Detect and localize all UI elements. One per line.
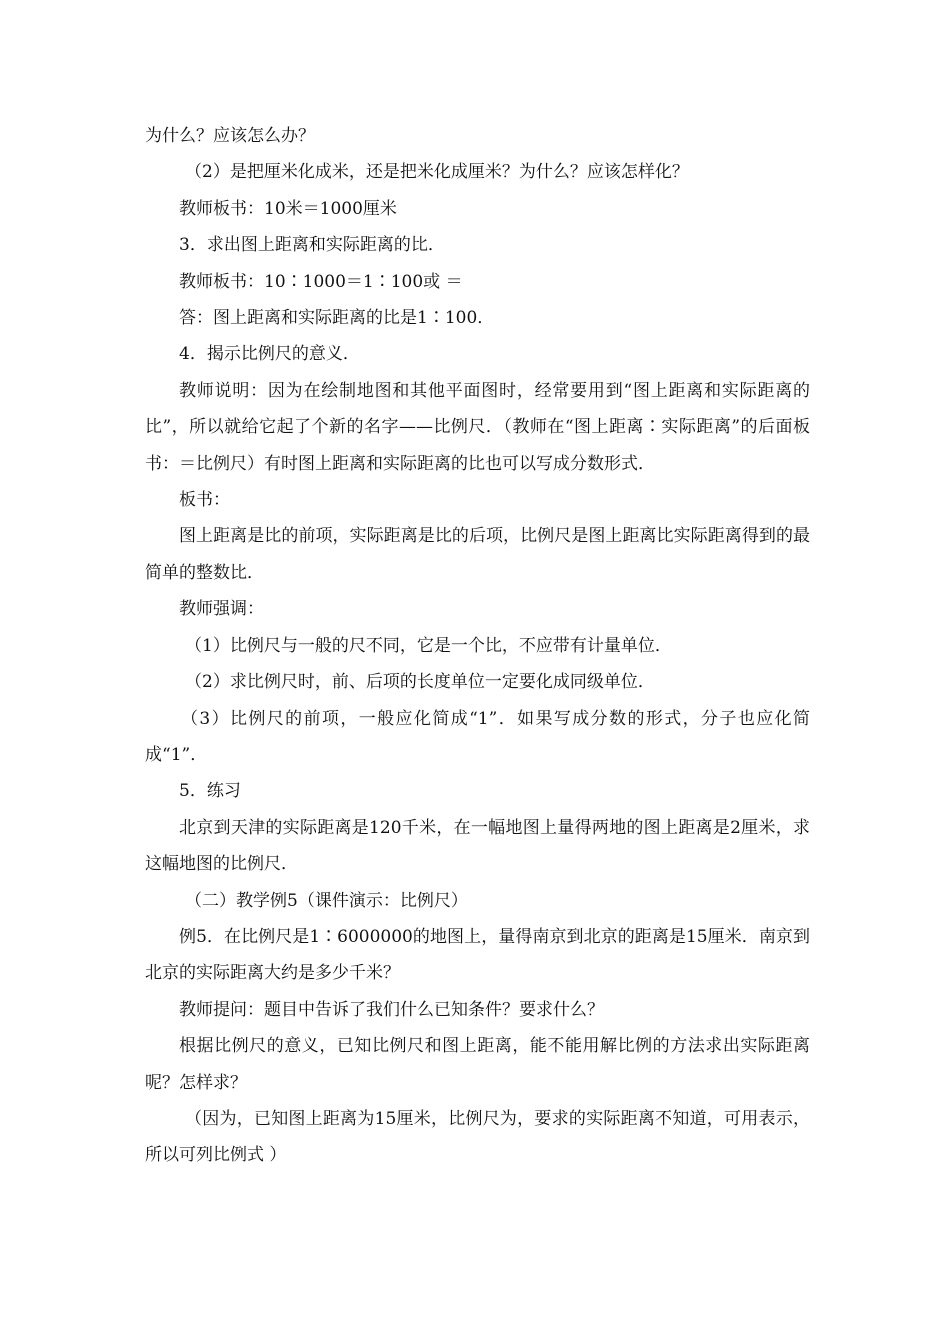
paragraph-20: 根据比例尺的意义，已知比例尺和图上距离，能不能用解比例的方法求出实际距离呢？怎样求？ (145, 1036, 810, 1093)
paragraph-4: 3．求出图上距离和实际距离的比． (179, 235, 445, 256)
paragraph-2: （2）是把厘米化成米，还是把米化成厘米？为什么？应该怎样化？ (185, 162, 689, 183)
paragraph-16: 北京到天津的实际距离是120千米，在一幅地图上量得两地的图上距离是2厘米，求这幅地图的比例尺． (145, 817, 810, 875)
paragraph-6: 答：图上距离和实际距离的比是1∶100． (179, 308, 495, 329)
paragraph-10: 图上距离是比的前项，实际距离是比的后项，比例尺是图上距离比实际距离得到的最简单的整数比． (145, 526, 810, 583)
paragraph-12: （1）比例尺与一般的尺不同，它是一个比，不应带有计量单位． (185, 635, 672, 656)
paragraph-14: （3）比例尺的前项，一般应化简成“1”．如果写成分数的形式，分子也应化简成“1”． (145, 708, 810, 765)
paragraph-17: （二）教学例5（课件演示：比例尺） (185, 890, 468, 911)
paragraph-19: 教师提问：题目中告诉了我们什么已知条件？要求什么？ (179, 999, 604, 1020)
paragraph-13: （2）求比例尺时，前、后项的长度单位一定要化成同级单位． (185, 672, 655, 693)
paragraph-7: 4．揭示比例尺的意义． (179, 344, 360, 365)
paragraph-15: 5．练习 (179, 781, 241, 802)
paragraph-18: 例5．在比例尺是1∶6000000的地图上，量得南京到北京的距离是15厘米．南京到北京的实际距离大约是多少千米？ (145, 926, 810, 984)
paragraph-21: （因为，已知图上距离为15厘米，比例尺为，要求的实际距离不知道，可用表示，所以可列比例式 ） (145, 1108, 810, 1166)
paragraph-1: 为什么？应该怎么办？ (145, 126, 315, 146)
paragraph-8: 教师说明：因为在绘制地图和其他平面图时，经常要用到“图上距离和实际距离的比”，所以就给它起了个新的名字——比例尺．（教师在“图上距离∶实际距离”的后面板书：＝比例尺）有时图上距离和实际距离的比也可以写成分数形式． (145, 380, 810, 474)
document-body (145, 118, 810, 1174)
paragraph-11: 教师强调： (179, 599, 264, 620)
paragraph-9: 板书： (179, 490, 230, 511)
paragraph-5: 教师板书：10∶1000＝1∶100或 ＝ (179, 271, 463, 292)
paragraph-3: 教师板书：10米＝1000厘米 (179, 198, 397, 219)
